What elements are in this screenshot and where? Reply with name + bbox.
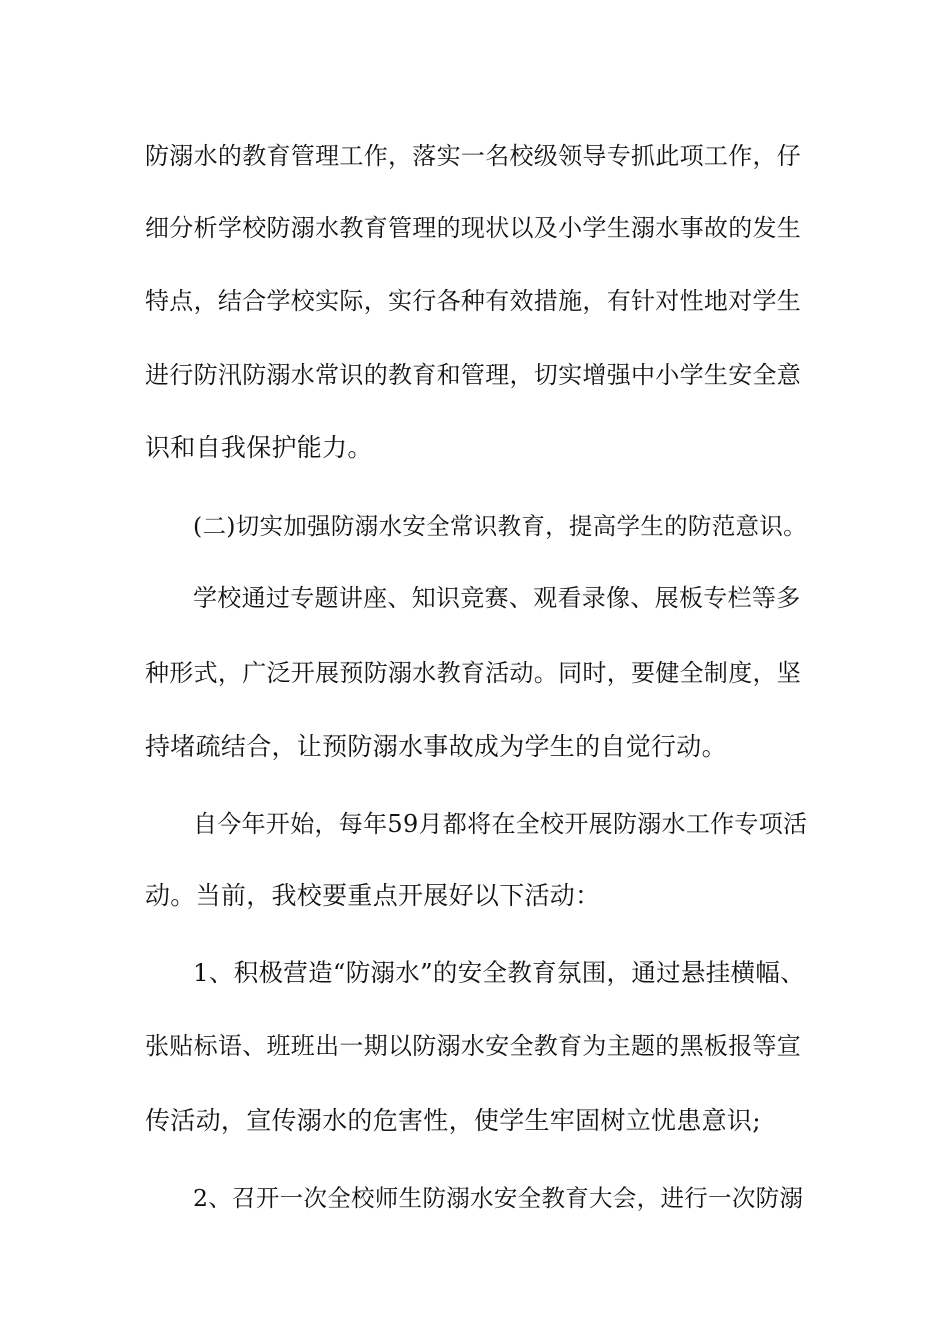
list-item: 2、召开一次全校师生防溺水安全教育大会，进行一次防溺 xyxy=(193,1184,804,1212)
section-heading: (二)切实加强防溺水安全常识教育，提高学生的防范意识。 xyxy=(193,512,807,540)
text-line: 进行防汛防溺水常识的教育和管理，切实增强中小学生安全意 xyxy=(145,361,802,389)
text-line: 动。当前，我校要重点开展好以下活动： xyxy=(145,881,601,910)
list-item: 1、积极营造“防溺水”的安全教育氛围，通过悬挂横幅、 xyxy=(193,958,805,987)
text-line: 持堵疏结合，让预防溺水事故成为学生的自觉行动。 xyxy=(145,732,727,761)
text-line: 张贴标语、班班出一期以防溺水安全教育为主题的黑板报等宣 xyxy=(145,1032,802,1060)
text-line: 识和自我保护能力。 xyxy=(145,433,373,462)
text-line: 特点，结合学校实际，实行各种有效措施，有针对性地对学生 xyxy=(145,287,802,315)
text-line: 学校通过专题讲座、知识竞赛、观看录像、展板专栏等多 xyxy=(193,584,801,612)
text-line: 种形式，广泛开展预防溺水教育活动。同时，要健全制度，坚 xyxy=(145,659,802,687)
text-line: 自今年开始，每年59月都将在全校开展防溺水工作专项活 xyxy=(193,810,808,838)
text-line: 防溺水的教育管理工作，落实一名校级领导专抓此项工作，仔 xyxy=(145,142,802,170)
text-line: 细分析学校防溺水教育管理的现状以及小学生溺水事故的发生 xyxy=(145,214,802,242)
text-line: 传活动，宣传溺水的危害性，使学生牢固树立忧患意识; xyxy=(145,1106,761,1135)
